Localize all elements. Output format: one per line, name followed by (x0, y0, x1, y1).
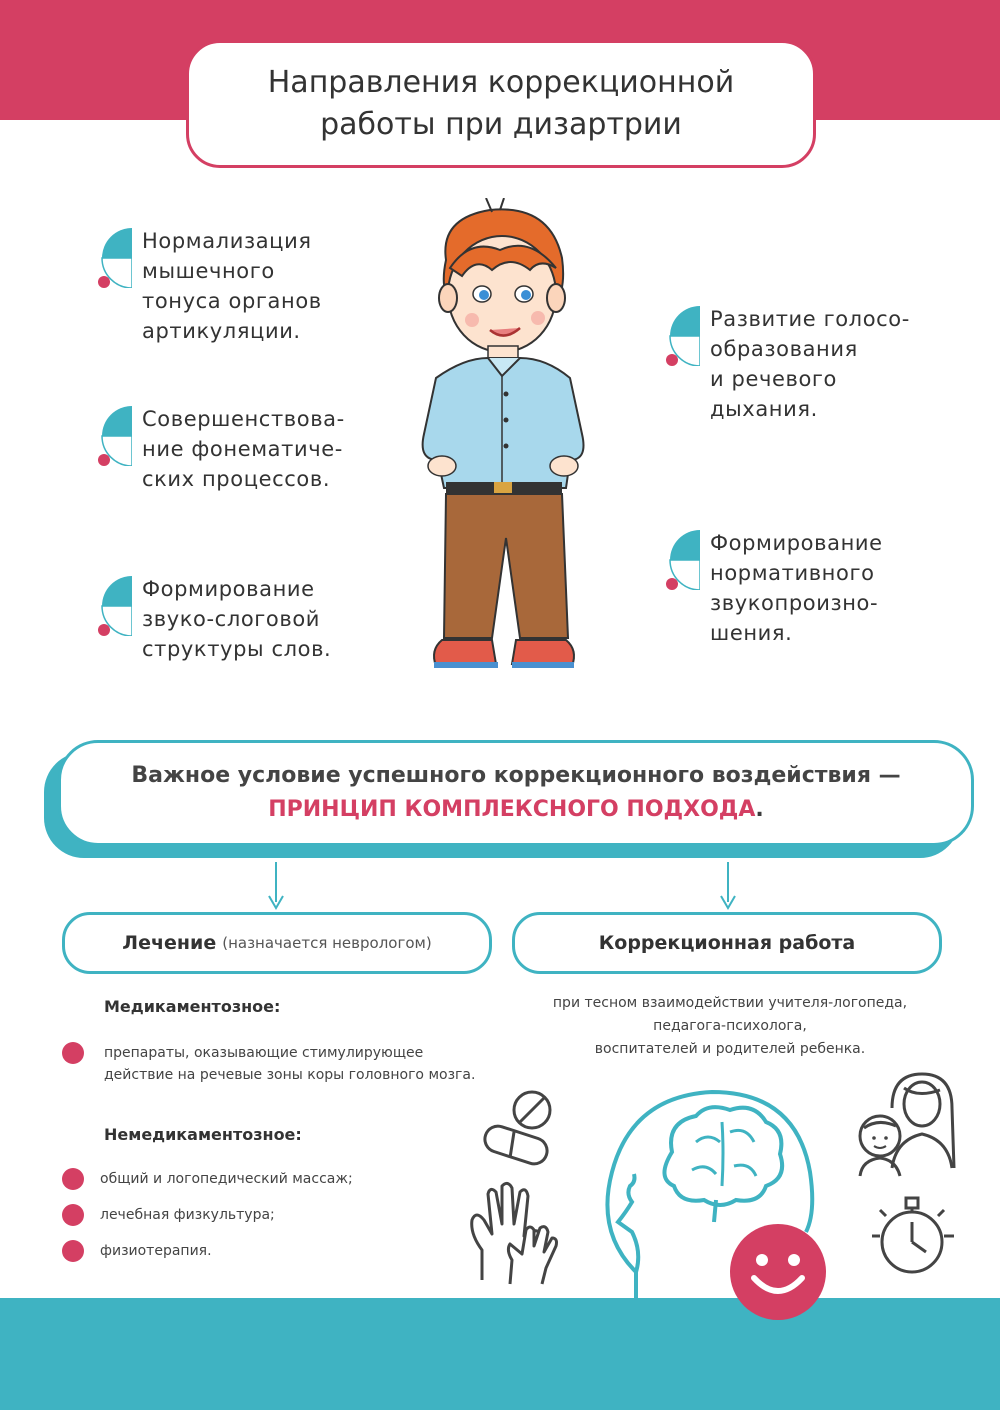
bullet-icon (664, 530, 700, 590)
direction-item-voice (664, 304, 964, 428)
principle-accent: ПРИНЦИП КОМПЛЕКСНОГО ПОДХОДА (268, 797, 756, 822)
arrow-down-icon (266, 862, 286, 910)
condition-box (58, 740, 974, 846)
non-medication-item: лечебная физкультура; (100, 1207, 275, 1223)
hands-icon (462, 1180, 562, 1288)
bullet-icon (96, 576, 132, 636)
bottom-band (0, 1298, 1000, 1410)
title-box (186, 40, 816, 168)
condition-principle (268, 793, 764, 827)
smiley-icon (728, 1222, 828, 1322)
treatment-pill (62, 912, 492, 974)
condition-block (44, 740, 974, 858)
correction-label: Коррекционная работа (598, 932, 856, 954)
treatment-note: (назначается неврологом) (222, 934, 432, 952)
medication-item: препараты, оказывающие стимулирующее действие на речевые зоны коры головного мозга. (104, 1045, 476, 1083)
title-line-2: работы при дизартрии (320, 107, 682, 142)
non-medication-heading: Немедикаментозное: (104, 1125, 302, 1144)
non-medication-item: физиотерапия. (100, 1243, 212, 1259)
medication-heading: Медикаментозное: (104, 997, 281, 1016)
non-medication-item: общий и логопедический массаж; (100, 1171, 353, 1187)
direction-item-muscle-tone (96, 226, 396, 350)
title-line-1: Направления коррекционной (267, 65, 735, 100)
bullet-icon (96, 228, 132, 288)
direction-item-phonemic (96, 404, 396, 498)
direction-item-pronunciation (664, 528, 964, 652)
bullet-dot (62, 1204, 84, 1226)
stopwatch-icon (866, 1192, 958, 1280)
direction-text: Формирование звуко-слоговой структуры слов. (142, 577, 332, 661)
mother-child-icon (852, 1068, 962, 1178)
correction-description: при тесном взаимодействии учителя-логопеда, педагога-психолога, воспитателей и родителей ребенка. (552, 995, 908, 1057)
arrow-down-icon (718, 862, 738, 910)
direction-text: Формирование нормативного звукопроизно- шения. (710, 531, 883, 645)
boy-illustration (380, 198, 620, 678)
bullet-dot (62, 1240, 84, 1262)
correction-pill (512, 912, 942, 974)
treatment-label: Лечение (122, 932, 217, 954)
direction-text: Нормализация мышечного тонуса органов артикуляции. (142, 229, 322, 343)
bullet-dot (62, 1168, 84, 1190)
pills-icon (476, 1088, 572, 1170)
bullet-icon (96, 406, 132, 466)
direction-text: Развитие голосо- образования и речевого дыхания. (710, 307, 910, 421)
condition-text: Важное условие успешного коррекционного воздействия — (131, 763, 901, 788)
principle-period: . (755, 797, 764, 822)
bullet-icon (664, 306, 700, 366)
bullet-dot (62, 1042, 84, 1064)
direction-text: Совершенствова- ние фонематиче- ских процессов. (142, 407, 345, 491)
direction-item-syllable (96, 574, 396, 668)
